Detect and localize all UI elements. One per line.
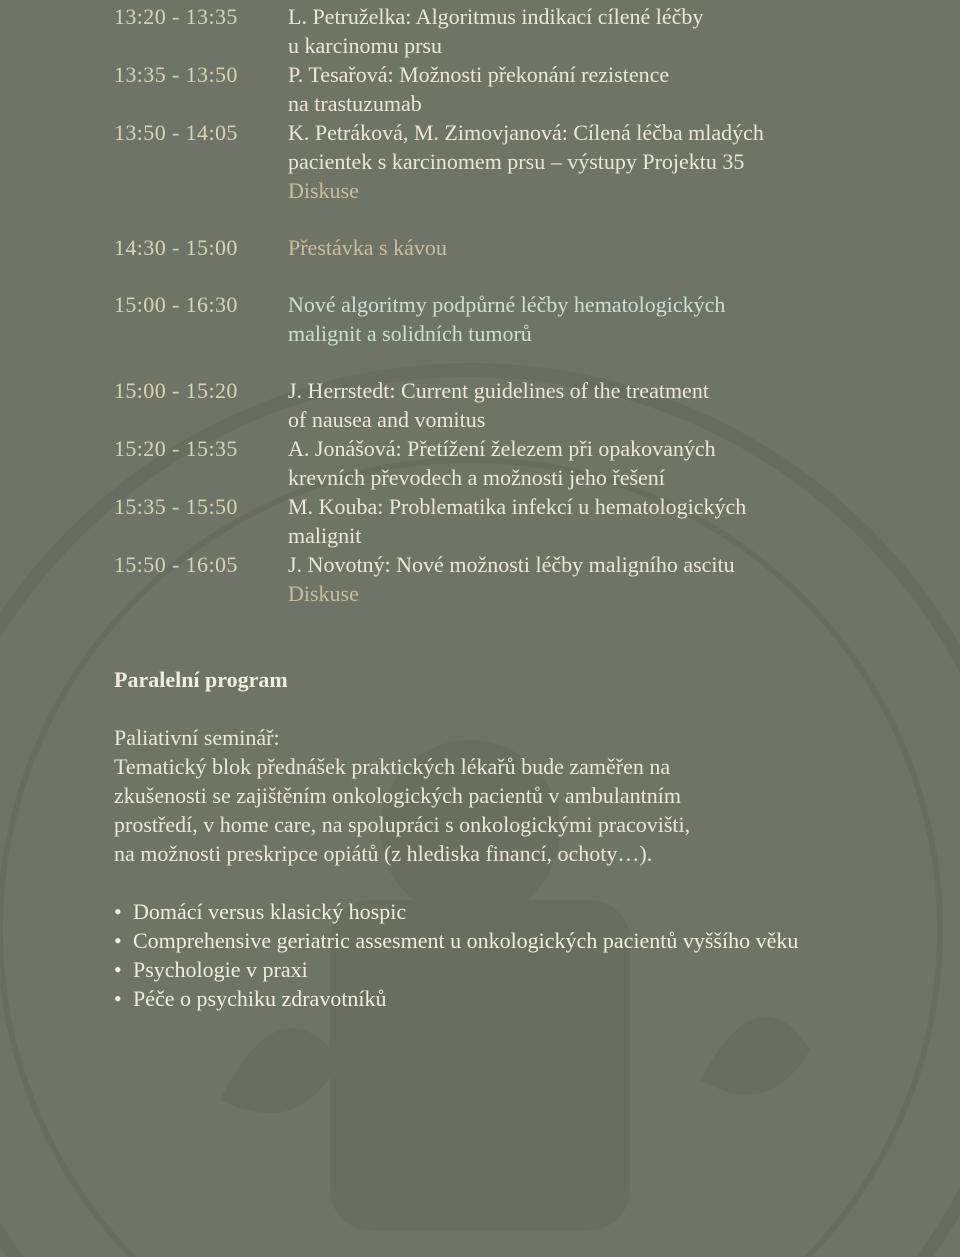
talk-time: 13:20 - 13:35: [114, 4, 238, 29]
talk-title-line: krevních převodech a možnosti jeho řešení: [288, 465, 665, 490]
talk-row: [114, 434, 954, 492]
topic-item: • Psychologie v praxi: [114, 955, 954, 984]
talk-title-line: M. Kouba: Problematika infekcí u hematologických: [288, 494, 747, 519]
talk-title-line: A. Jonášová: Přetížení železem při opakovaných: [288, 436, 716, 461]
topic-item: • Péče o psychiku zdravotníků: [114, 984, 954, 1013]
talk-row: [114, 2, 954, 60]
talk-row: [114, 376, 954, 434]
session-1-discussion-row: [114, 176, 954, 205]
talk-title-line: malignit: [288, 523, 362, 548]
seminar-description: [114, 752, 954, 868]
talk-title-line: u karcinomu prsu: [288, 33, 442, 58]
discussion-label: Diskuse: [288, 581, 359, 606]
program-content: [114, 0, 954, 1013]
talk-time: 15:20 - 15:35: [114, 436, 238, 461]
paragraph-line: Tematický blok přednášek praktických lékařů bude zaměřen na: [114, 754, 671, 779]
block-title-row: [114, 290, 954, 348]
block-title-line: Nové algoritmy podpůrné léčby hematologických: [288, 292, 726, 317]
paragraph-line: prostředí, v home care, na spolupráci s onkologickými pracovišti,: [114, 812, 691, 837]
talk-time: 15:00 - 15:20: [114, 378, 238, 403]
talk-time: 15:50 - 16:05: [114, 552, 238, 577]
talk-time: 15:35 - 15:50: [114, 494, 238, 519]
coffee-break-row: [114, 233, 954, 262]
paragraph-line: na možnosti preskripce opiátů (z hlediska financí, ochoty…).: [114, 841, 653, 866]
paragraph-line: zkušenosti se zajištěním onkologických pacientů v ambulantním: [114, 783, 681, 808]
block-time: 15:00 - 16:30: [114, 292, 238, 317]
talk-row: [114, 60, 954, 118]
break-time: 14:30 - 15:00: [114, 235, 238, 260]
discussion-label: Diskuse: [288, 178, 359, 203]
break-label: Přestávka s kávou: [288, 235, 447, 260]
parallel-program-heading: Paralelní program: [114, 667, 288, 692]
seminar-label: Paliativní seminář:: [114, 725, 280, 750]
session-1: [114, 2, 954, 176]
talk-title-line: of nausea and vomitus: [288, 407, 486, 432]
talk-title-line: na trastuzumab: [288, 91, 422, 116]
talk-title-line: J. Novotný: Nové možnosti léčby maligního ascitu: [288, 552, 735, 577]
seminar-topics: [114, 897, 954, 1013]
talk-time: 13:35 - 13:50: [114, 62, 238, 87]
talk-title-line: J. Herrstedt: Current guidelines of the treatment: [288, 378, 709, 403]
talk-title-line: K. Petráková, M. Zimovjanová: Cílená léčba mladých: [288, 120, 764, 145]
session-2-discussion-row: [114, 579, 954, 608]
block-title-line: malignit a solidních tumorů: [288, 321, 532, 346]
talk-title-line: P. Tesařová: Možnosti překonání rezistence: [288, 62, 670, 87]
talk-title-line: pacientek s karcinomem prsu – výstupy Projektu 35: [288, 149, 745, 174]
talk-row: [114, 118, 954, 176]
session-2: [114, 376, 954, 579]
topic-item: • Domácí versus klasický hospic: [114, 897, 954, 926]
talk-row: [114, 550, 954, 579]
talk-title-line: L. Petruželka: Algoritmus indikací cílené léčby: [288, 4, 704, 29]
talk-row: [114, 492, 954, 550]
topic-item: • Comprehensive geriatric assesment u onkologických pacientů vyššího věku: [114, 926, 954, 955]
talk-time: 13:50 - 14:05: [114, 120, 238, 145]
